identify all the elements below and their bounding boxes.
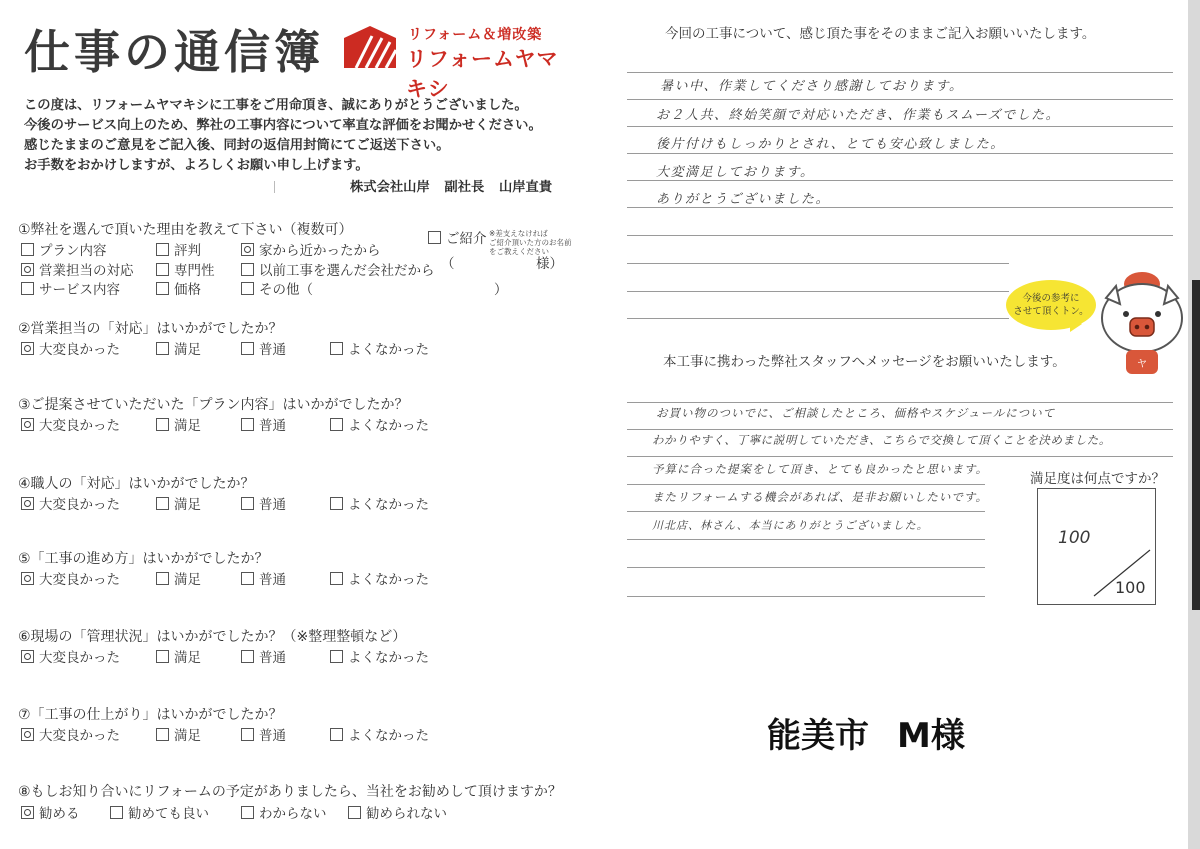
checkbox-icon[interactable]	[241, 497, 254, 510]
q1-option[interactable]: 評判	[156, 243, 201, 259]
checkbox-icon[interactable]	[156, 282, 169, 295]
rating-option[interactable]: 満足	[156, 342, 201, 358]
handwritten-line: 大変満足しております。	[656, 165, 815, 180]
customer-location	[767, 708, 965, 757]
writing-line	[627, 153, 1173, 154]
rating-option[interactable]: よくなかった	[330, 572, 429, 588]
speech-bubble-tail	[1070, 316, 1082, 332]
rating-option[interactable]: 普通	[241, 728, 286, 744]
intro-text	[24, 96, 584, 176]
rating-option[interactable]: 普通	[241, 342, 286, 358]
referral-suffix: 様）	[536, 256, 563, 272]
referral-note: ※差支えなければ ご紹介頂いた方のお名前 をご教えください	[489, 229, 572, 256]
rating-option[interactable]: 普通	[241, 572, 286, 588]
score-label: 満足度は何点ですか？	[1030, 471, 1165, 487]
writing-line	[627, 207, 1173, 208]
rating-option[interactable]: 満足	[156, 650, 201, 666]
checkbox-icon[interactable]	[156, 728, 169, 741]
checkbox-checked-icon[interactable]	[21, 263, 34, 276]
rating-option[interactable]: 大変良かった	[21, 497, 120, 513]
checkbox-icon[interactable]	[330, 342, 343, 355]
checkbox-checked-icon[interactable]	[241, 243, 254, 256]
writing-line	[627, 263, 1009, 264]
checkbox-icon[interactable]	[241, 342, 254, 355]
customer-name: M様	[897, 716, 965, 756]
q1-option[interactable]: サービス内容	[21, 282, 120, 298]
question-title: ③ご提案させていただいた「プラン内容」はいかがでしたか？	[18, 397, 409, 413]
company-name: 株式会社山岸	[350, 180, 430, 195]
checkbox-icon[interactable]	[21, 282, 34, 295]
question-title: ⑧もしお知り合いにリフォームの予定がありましたら、当社をお勧めして頂けますか？	[18, 784, 562, 800]
rating-option[interactable]: 満足	[156, 728, 201, 744]
rating-option[interactable]: 普通	[241, 650, 286, 666]
writing-line	[627, 99, 1173, 100]
handwritten-line: 川北店、林さん、本当にありがとうございました。	[652, 519, 929, 532]
rating-option[interactable]: よくなかった	[330, 342, 429, 358]
handwritten-line: またリフォームする機会があれば、是非お願いしたいです。	[652, 490, 989, 504]
rating-option[interactable]: 大変良かった	[21, 650, 120, 666]
handwritten-line: 暑い中、作業してくださり感謝しております。	[660, 79, 964, 94]
signature	[350, 176, 552, 195]
q1-option[interactable]: 価格	[156, 282, 201, 298]
checkbox-icon[interactable]	[241, 650, 254, 663]
question-title: ⑦「工事の仕上がり」はいかがでしたか？	[18, 707, 283, 723]
checkbox-checked-icon[interactable]	[21, 650, 34, 663]
question-title: ⑥現場の「管理状況」はいかがでしたか？（※整理整頓など）	[18, 629, 407, 645]
signer-position: 副社長	[444, 180, 485, 195]
writing-line	[627, 402, 1173, 403]
checkbox-icon[interactable]	[241, 263, 254, 276]
q8-option[interactable]: 勧めても良い	[110, 806, 209, 822]
staff-message-heading: 本工事に携わった弊社スタッフへメッセージをお願いいたします。	[663, 354, 1066, 370]
referral-open-paren: （	[441, 256, 455, 272]
handwritten-line: 予算に合った提案をして頂き、とても良かったと思います。	[652, 462, 989, 476]
checkbox-checked-icon[interactable]	[21, 418, 34, 431]
rating-option[interactable]: よくなかった	[330, 418, 429, 434]
checkbox-checked-icon[interactable]	[21, 497, 34, 510]
checkbox-icon[interactable]	[428, 231, 441, 244]
rating-option[interactable]: よくなかった	[330, 497, 429, 513]
checkbox-icon[interactable]	[330, 728, 343, 741]
intro-line: 今後のサービス向上のため、弊社の工事内容について率直な評価をお聞かせください。	[24, 118, 542, 133]
rating-option[interactable]: よくなかった	[330, 650, 429, 666]
rating-option[interactable]: 大変良かった	[21, 572, 120, 588]
checkbox-icon[interactable]	[330, 497, 343, 510]
checkbox-checked-icon[interactable]	[21, 342, 34, 355]
checkbox-icon[interactable]	[156, 497, 169, 510]
writing-line	[627, 429, 1173, 430]
other-close-paren: ）	[494, 282, 508, 298]
city-name: 能美市	[767, 716, 869, 756]
writing-line	[627, 291, 1009, 292]
intro-line: お手数をおかけしますが、よろしくお願い申し上げます。	[24, 158, 369, 173]
checkbox-icon[interactable]	[21, 243, 34, 256]
q1-option[interactable]: 営業担当の対応	[21, 263, 134, 279]
checkbox-checked-icon[interactable]	[21, 572, 34, 585]
pig-mascot-icon	[1096, 268, 1188, 378]
checkbox-icon[interactable]	[156, 418, 169, 431]
rating-option[interactable]: 普通	[241, 418, 286, 434]
writing-line	[627, 456, 1173, 457]
checkbox-icon[interactable]	[156, 572, 169, 585]
checkbox-icon[interactable]	[156, 263, 169, 276]
checkbox-icon[interactable]	[330, 650, 343, 663]
writing-line	[627, 539, 985, 540]
checkbox-icon[interactable]	[241, 572, 254, 585]
question-title: ②営業担当の「対応」はいかがでしたか？	[18, 321, 283, 337]
rating-option[interactable]: 満足	[156, 572, 201, 588]
q1-option[interactable]: 専門性	[156, 263, 215, 279]
signer-name: 山岸直貴	[498, 180, 553, 195]
rating-option[interactable]: 大変良かった	[21, 342, 120, 358]
checkbox-icon[interactable]	[241, 282, 254, 295]
q1-option[interactable]: 以前工事を選んだ会社だから	[241, 263, 435, 279]
handwritten-line: 後片付けもしっかりとされ、とても安心致しました。	[656, 137, 1005, 152]
intro-line: 感じたままのご意見をご記入後、同封の返信用封筒にてご返送下さい。	[24, 138, 450, 153]
referral-option[interactable]: ご紹介	[428, 231, 487, 247]
writing-line	[627, 180, 1173, 181]
q1-option[interactable]: 家から近かったから	[241, 243, 381, 259]
writing-line	[627, 126, 1173, 127]
handwritten-line: お２人共、終始笑顔で対応いただき、作業もスムーズでした。	[656, 108, 1061, 123]
checkbox-icon[interactable]	[348, 806, 361, 819]
checkbox-icon[interactable]	[241, 728, 254, 741]
writing-line	[627, 567, 985, 568]
q8-option[interactable]: 勧められない	[348, 806, 447, 822]
checkbox-icon[interactable]	[330, 418, 343, 431]
checkbox-icon[interactable]	[241, 806, 254, 819]
writing-line	[627, 596, 985, 597]
checkbox-checked-icon[interactable]	[21, 728, 34, 741]
checkbox-icon[interactable]	[110, 806, 123, 819]
scan-edge-mark	[1192, 280, 1200, 610]
rating-option[interactable]: 満足	[156, 497, 201, 513]
intro-line: この度は、リフォームヤマキシに工事をご用命頂き、誠にありがとうございました。	[24, 98, 528, 113]
checkbox-icon[interactable]	[156, 342, 169, 355]
rating-option[interactable]: 大変良かった	[21, 728, 120, 744]
question-title: ④職人の「対応」はいかがでしたか？	[18, 476, 255, 492]
q8-option[interactable]: 勧める	[21, 806, 80, 822]
score-value: 100	[1058, 528, 1091, 548]
logo-name: リフォームヤマキシ	[406, 47, 559, 101]
svg-text:ヤ: ヤ	[1137, 359, 1147, 370]
writing-line	[627, 72, 1173, 73]
writing-line	[627, 484, 985, 485]
rating-option[interactable]: 満足	[156, 418, 201, 434]
company-logo	[342, 22, 562, 101]
speech-bubble: 今後の参考に させて頂くトン。	[1006, 280, 1096, 330]
writing-line	[627, 318, 1009, 319]
score-max: 100	[1115, 578, 1146, 597]
impressions-heading: 今回の工事について、感じ頂た事をそのままご記入お願いいたします。	[665, 26, 1096, 42]
house-logo-icon	[342, 24, 398, 70]
handwritten-line: ありがとうございました。	[656, 192, 831, 207]
writing-line	[627, 511, 985, 512]
q1-option[interactable]: その他（	[241, 282, 313, 298]
q1-option[interactable]: プラン内容	[21, 243, 107, 259]
rating-option[interactable]: 普通	[241, 497, 286, 513]
handwritten-line: わかりやすく、丁寧に説明していただき、こちらで交換して頂くことを決めました。	[652, 433, 1111, 447]
checkbox-icon[interactable]	[156, 243, 169, 256]
question-title: ⑤「工事の進め方」はいかがでしたか？	[18, 551, 269, 567]
question-title: ①弊社を選んで頂いた理由を教えて下さい（複数可）	[18, 222, 353, 238]
checkbox-icon[interactable]	[156, 650, 169, 663]
writing-line	[627, 235, 1173, 236]
logo-subtitle: リフォーム＆増改築	[408, 27, 543, 43]
rating-option[interactable]: よくなかった	[330, 728, 429, 744]
q8-option[interactable]: わからない	[241, 806, 327, 822]
divider	[274, 181, 275, 193]
checkbox-icon[interactable]	[241, 418, 254, 431]
checkbox-checked-icon[interactable]	[21, 806, 34, 819]
rating-option[interactable]: 大変良かった	[21, 418, 120, 434]
checkbox-icon[interactable]	[330, 572, 343, 585]
page-title: 仕事の通信簿	[24, 25, 324, 79]
handwritten-line: お買い物のついでに、ご相談したところ、価格やスケジュールについて	[656, 406, 1056, 420]
